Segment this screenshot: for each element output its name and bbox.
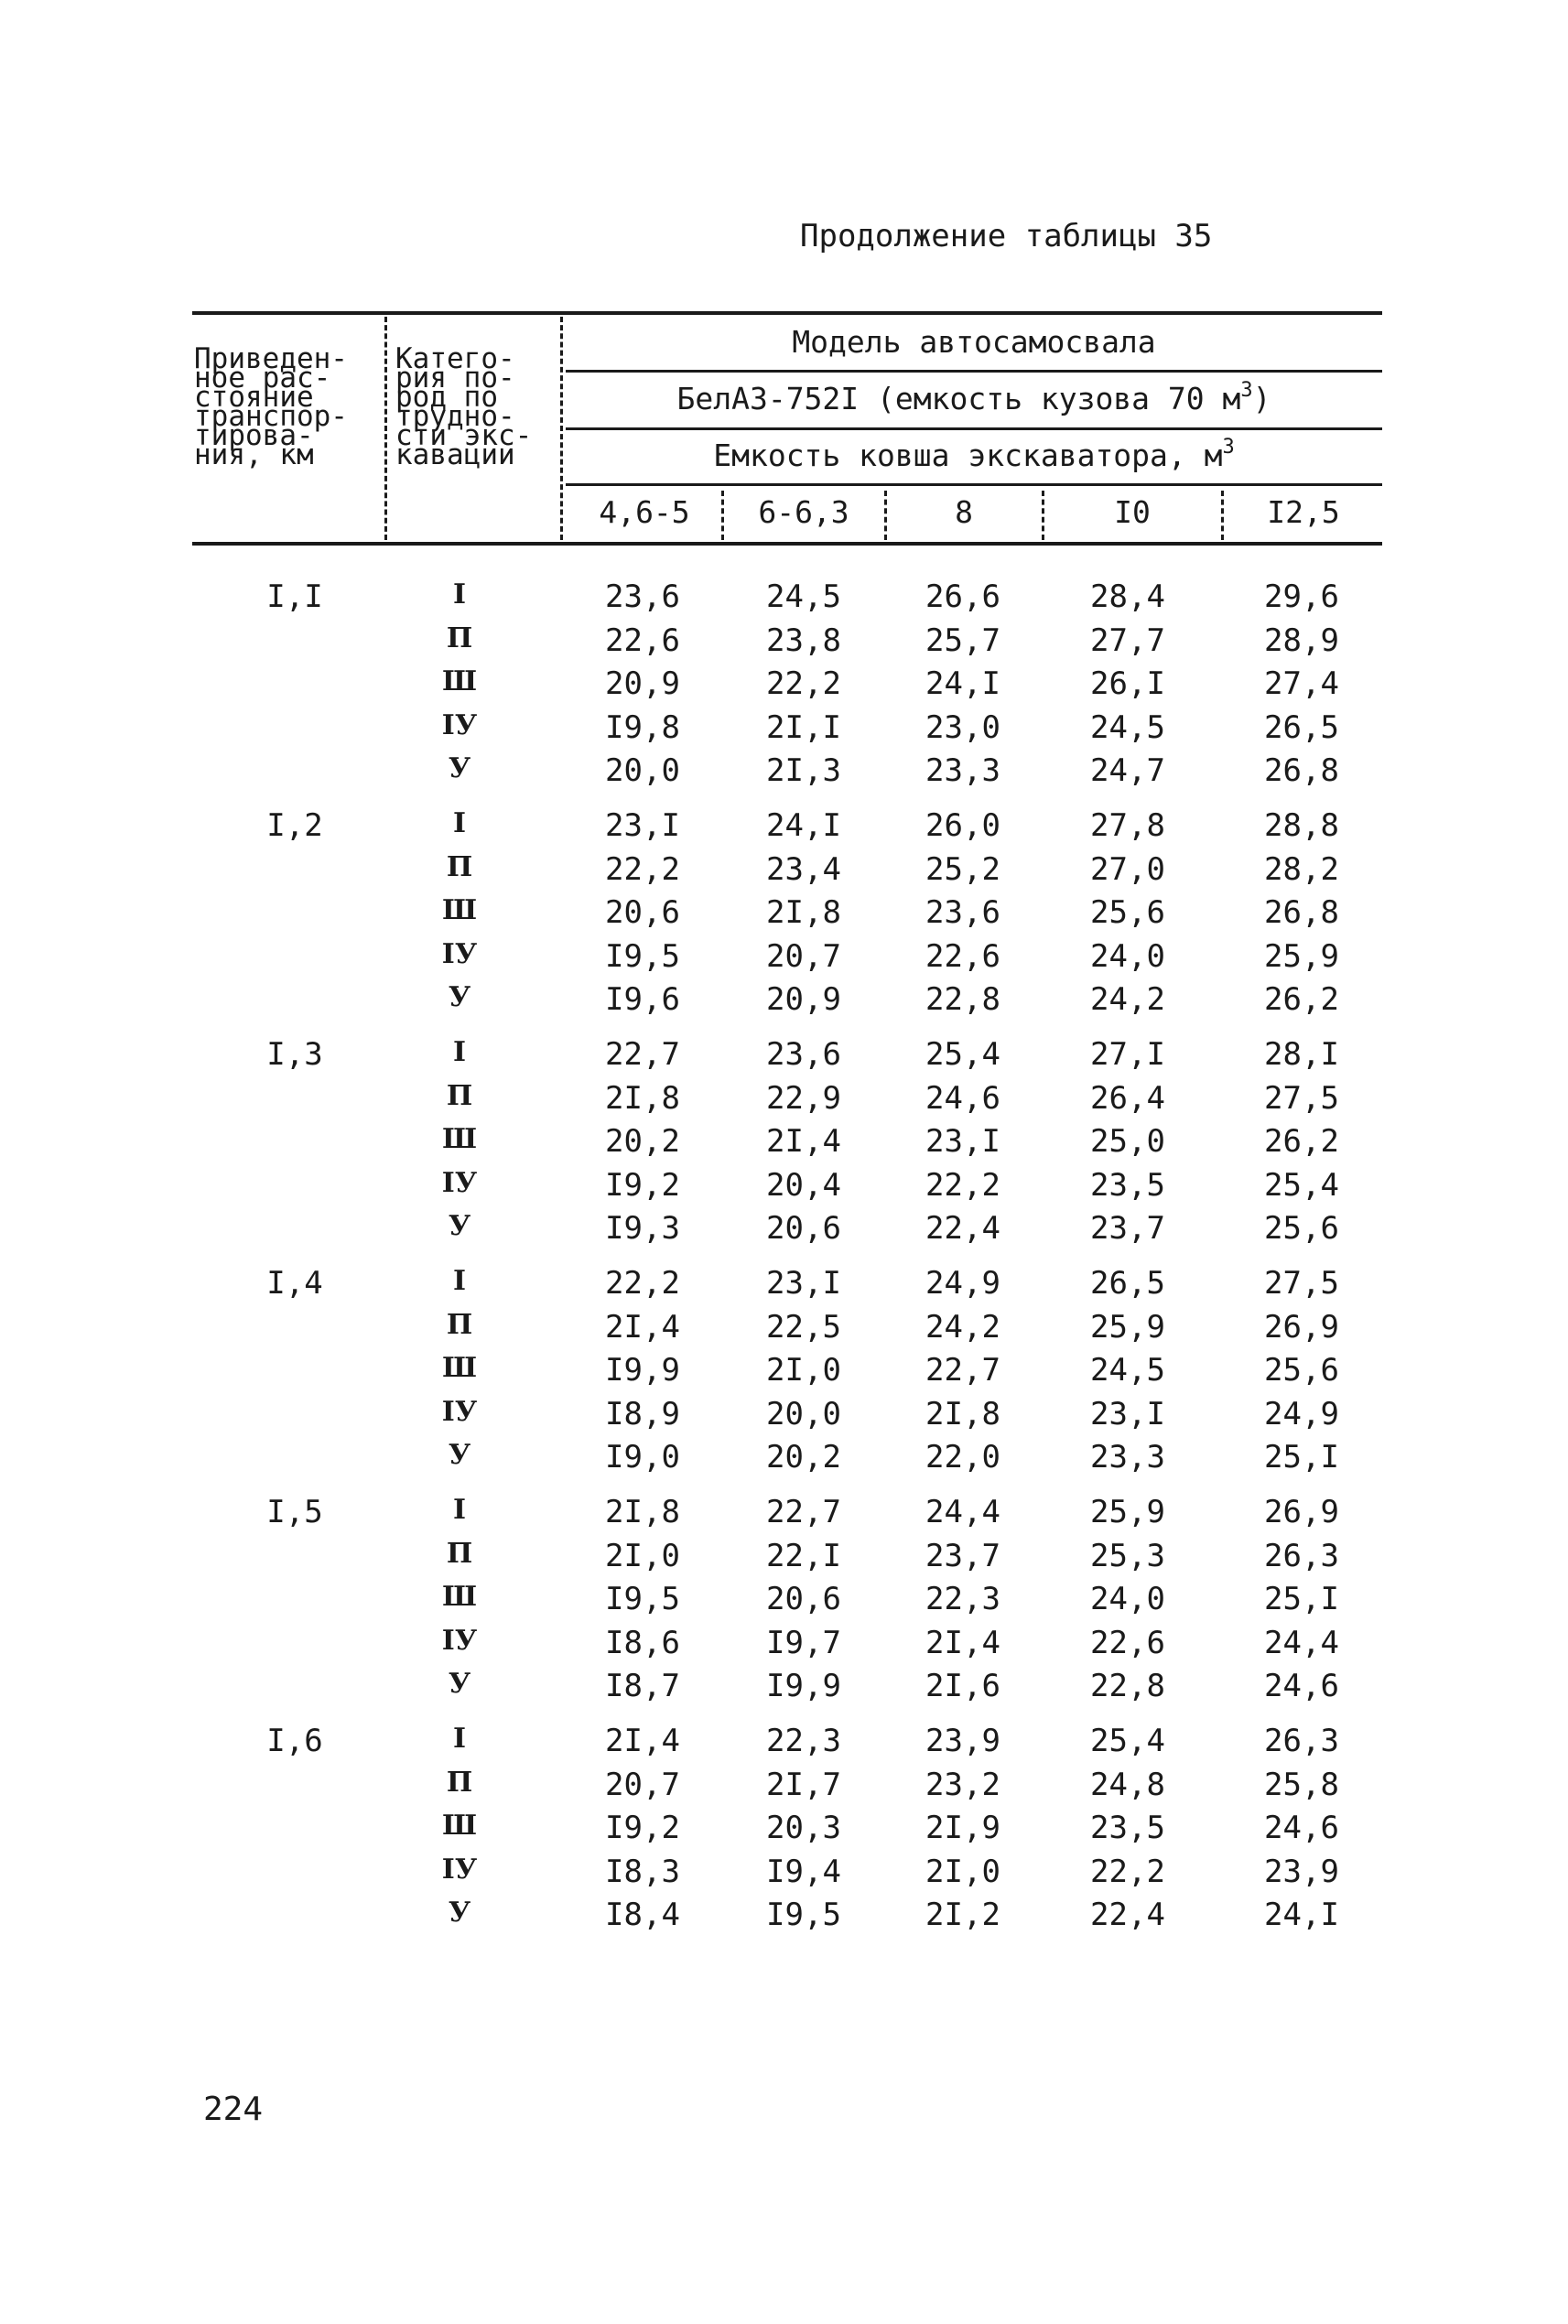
value-cell: 22,8	[1090, 1668, 1165, 1704]
value-cell: 24,I	[766, 807, 841, 844]
value-cell: 23,6	[605, 578, 680, 615]
value-cell: I9,9	[605, 1352, 680, 1389]
value-cell: 20,7	[766, 937, 841, 975]
value-cell: 23,I	[925, 1123, 1000, 1160]
value-cell: 28,8	[1264, 807, 1339, 844]
value-cell: 20,6	[766, 1210, 841, 1247]
value-cell: 24,I	[1264, 1897, 1339, 1933]
category-cell: I	[452, 1265, 467, 1297]
category-cell: П	[446, 1079, 473, 1112]
value-cell: 25,7	[925, 622, 1000, 659]
value-cell: 25,2	[925, 850, 1000, 888]
value-cell: 28,I	[1264, 1036, 1339, 1073]
value-cell: 23,3	[925, 752, 1000, 789]
category-cell: Ш	[441, 894, 478, 926]
value-cell: 2I,8	[925, 1395, 1000, 1432]
value-cell: 23,I	[766, 1265, 841, 1302]
value-cell: I9,0	[605, 1439, 680, 1475]
page-number: 224	[203, 2091, 264, 2128]
category-cell: Ш	[441, 1352, 478, 1384]
category-cell: I	[452, 807, 467, 839]
value-cell: 22,3	[766, 1723, 841, 1759]
category-cell: У	[448, 1439, 471, 1471]
category-cell: П	[446, 850, 473, 883]
value-cell: 22,6	[605, 622, 680, 659]
value-cell: 20,9	[766, 981, 841, 1018]
value-cell: 24,6	[925, 1079, 1000, 1117]
value-cell: 24,6	[1264, 1668, 1339, 1704]
col-separator	[1042, 491, 1044, 540]
value-cell: 25,4	[1090, 1723, 1165, 1759]
category-cell: IУ	[441, 937, 478, 970]
value-cell: 27,0	[1090, 850, 1165, 888]
value-cell: 24,2	[1090, 981, 1165, 1018]
value-cell: 22,0	[925, 1439, 1000, 1475]
value-cell: 22,2	[766, 665, 841, 702]
value-cell: 2I,8	[766, 894, 841, 931]
distance-header: Приведен- ное рас- стояние транспор- тирова- ния, км	[194, 342, 348, 471]
truck-rule	[566, 427, 1382, 430]
value-cell: 22,3	[925, 1581, 1000, 1617]
value-cell: 2I,6	[925, 1668, 1000, 1704]
category-cell: У	[448, 1210, 471, 1242]
value-cell: 26,5	[1264, 708, 1339, 746]
value-cell: 26,I	[1090, 665, 1165, 702]
category-cell: I	[452, 578, 467, 611]
model-rule	[566, 370, 1382, 373]
value-cell: 24,0	[1090, 1581, 1165, 1617]
value-cell: I9,7	[766, 1624, 841, 1661]
value-cell: 28,2	[1264, 850, 1339, 888]
category-cell: IУ	[441, 1624, 478, 1657]
value-cell: 23,3	[1090, 1439, 1165, 1475]
value-cell: 26,4	[1090, 1079, 1165, 1117]
value-cell: I9,6	[605, 981, 680, 1018]
value-cell: 2I,0	[925, 1853, 1000, 1890]
value-cell: 20,6	[605, 894, 680, 931]
value-cell: 22,6	[925, 937, 1000, 975]
value-cell: 24,0	[1090, 937, 1165, 975]
category-cell: У	[448, 752, 471, 784]
value-cell: 25,6	[1090, 894, 1165, 931]
value-cell: 25,4	[1264, 1166, 1339, 1204]
value-cell: 22,7	[766, 1494, 841, 1530]
distance-cell: I,I	[266, 578, 323, 615]
category-cell: П	[446, 1308, 473, 1341]
value-cell: 20,2	[766, 1439, 841, 1475]
value-cell: I9,2	[605, 1810, 680, 1846]
value-cell: 27,7	[1090, 622, 1165, 659]
distance-cell: I,3	[266, 1036, 323, 1073]
value-cell: 25,9	[1090, 1494, 1165, 1530]
distance-cell: I,2	[266, 807, 323, 844]
value-cell: 2I,4	[766, 1123, 841, 1160]
value-cell: 20,0	[766, 1395, 841, 1432]
value-cell: 22,7	[925, 1352, 1000, 1389]
col-separator	[560, 317, 563, 540]
value-cell: 23,5	[1090, 1166, 1165, 1204]
value-cell: 23,8	[766, 622, 841, 659]
value-cell: 2I,4	[605, 1308, 680, 1346]
value-cell: 2I,0	[766, 1352, 841, 1389]
value-cell: I8,3	[605, 1853, 680, 1890]
value-cell: 24,9	[1264, 1395, 1339, 1432]
value-cell: 24,I	[925, 665, 1000, 702]
category-cell: У	[448, 981, 471, 1013]
value-cell: 2I,4	[925, 1624, 1000, 1661]
value-cell: 25,3	[1090, 1537, 1165, 1574]
value-cell: 23,5	[1090, 1810, 1165, 1846]
value-cell: 26,9	[1264, 1308, 1339, 1346]
value-cell: 29,6	[1264, 578, 1339, 615]
value-cell: I9,3	[605, 1210, 680, 1247]
category-cell: Ш	[441, 1810, 478, 1842]
value-cell: 22,2	[605, 850, 680, 888]
value-cell: I8,6	[605, 1624, 680, 1661]
value-cell: I9,4	[766, 1853, 841, 1890]
value-cell: 26,3	[1264, 1537, 1339, 1574]
value-cell: I9,5	[766, 1897, 841, 1933]
value-cell: 25,I	[1264, 1581, 1339, 1617]
value-cell: 2I,I	[766, 708, 841, 746]
value-cell: 20,6	[766, 1581, 841, 1617]
value-cell: 26,3	[1264, 1723, 1339, 1759]
value-cell: 2I,9	[925, 1810, 1000, 1846]
value-cell: 26,2	[1264, 1123, 1339, 1160]
value-cell: 27,8	[1090, 807, 1165, 844]
value-cell: 27,5	[1264, 1079, 1339, 1117]
value-cell: 23,2	[925, 1766, 1000, 1803]
category-cell: I	[452, 1723, 467, 1755]
value-cell: 25,0	[1090, 1123, 1165, 1160]
value-cell: 22,2	[605, 1265, 680, 1302]
value-cell: 22,I	[766, 1537, 841, 1574]
category-cell: I	[452, 1494, 467, 1526]
value-cell: 23,9	[1264, 1853, 1339, 1890]
value-cell: 26,2	[1264, 981, 1339, 1018]
value-cell: 25,6	[1264, 1352, 1339, 1389]
value-cell: 2I,7	[766, 1766, 841, 1803]
value-cell: 22,5	[766, 1308, 841, 1346]
value-cell: 2I,0	[605, 1537, 680, 1574]
category-cell: IУ	[441, 1166, 478, 1199]
value-cell: 24,8	[1090, 1766, 1165, 1803]
value-cell: 24,4	[1264, 1624, 1339, 1661]
value-cell: 22,2	[1090, 1853, 1165, 1890]
value-cell: 25,I	[1264, 1439, 1339, 1475]
value-cell: 20,3	[766, 1810, 841, 1846]
value-cell: 20,4	[766, 1166, 841, 1204]
value-cell: 24,7	[1090, 752, 1165, 789]
value-cell: 25,6	[1264, 1210, 1339, 1247]
category-cell: Ш	[441, 1581, 478, 1613]
category-cell: Ш	[441, 1123, 478, 1155]
value-cell: 24,9	[925, 1265, 1000, 1302]
value-cell: 20,0	[605, 752, 680, 789]
category-cell: Ш	[441, 665, 478, 697]
value-cell: 23,9	[925, 1723, 1000, 1759]
value-cell: 22,4	[925, 1210, 1000, 1247]
value-cell: 23,6	[766, 1036, 841, 1073]
value-cell: I8,7	[605, 1668, 680, 1704]
value-cell: 24,6	[1264, 1810, 1339, 1846]
category-cell: П	[446, 1766, 473, 1799]
category-cell: П	[446, 622, 473, 654]
value-cell: 2I,8	[605, 1494, 680, 1530]
distance-cell: I,5	[266, 1494, 323, 1530]
category-cell: I	[452, 1036, 467, 1068]
header-top-rule	[192, 311, 1382, 315]
value-cell: 27,5	[1264, 1265, 1339, 1302]
value-cell: 20,2	[605, 1123, 680, 1160]
value-cell: 2I,8	[605, 1079, 680, 1117]
value-cell: 2I,2	[925, 1897, 1000, 1933]
value-cell: 22,6	[1090, 1624, 1165, 1661]
value-cell: 23,0	[925, 708, 1000, 746]
value-cell: 23,I	[605, 807, 680, 844]
value-cell: 28,4	[1090, 578, 1165, 615]
category-cell: У	[448, 1668, 471, 1700]
column-header: I0	[1114, 494, 1151, 530]
category-cell: IУ	[441, 1395, 478, 1428]
value-cell: 26,8	[1264, 752, 1339, 789]
model-header: Модель автосамосвала	[792, 324, 1156, 360]
table-caption: Продолжение таблицы 35	[800, 218, 1213, 254]
value-cell: I9,8	[605, 708, 680, 746]
column-header: 8	[955, 494, 973, 530]
value-cell: 20,7	[605, 1766, 680, 1803]
bucket-header: Емкость ковша экскаватора, $м^3$	[713, 436, 1235, 473]
value-cell: 22,8	[925, 981, 1000, 1018]
category-cell: У	[448, 1897, 471, 1929]
value-cell: 22,2	[925, 1166, 1000, 1204]
value-cell: 25,9	[1264, 937, 1339, 975]
value-cell: 23,7	[1090, 1210, 1165, 1247]
category-cell: IУ	[441, 1853, 478, 1886]
col-separator	[884, 491, 887, 540]
value-cell: 23,6	[925, 894, 1000, 931]
category-header: Катего- рия по- род по трудно- сти экс- кавации	[395, 342, 533, 471]
value-cell: 26,9	[1264, 1494, 1339, 1530]
value-cell: 26,8	[1264, 894, 1339, 931]
value-cell: 26,5	[1090, 1265, 1165, 1302]
value-cell: 24,5	[1090, 1352, 1165, 1389]
value-cell: 25,9	[1090, 1308, 1165, 1346]
value-cell: I9,5	[605, 1581, 680, 1617]
header-bottom-rule	[192, 542, 1382, 546]
value-cell: 27,I	[1090, 1036, 1165, 1073]
value-cell: 25,4	[925, 1036, 1000, 1073]
value-cell: 24,5	[766, 578, 841, 615]
bucket-rule	[566, 483, 1382, 486]
distance-cell: I,4	[266, 1265, 323, 1302]
value-cell: 20,9	[605, 665, 680, 702]
column-header: 4,6-5	[599, 494, 690, 530]
col-separator	[384, 317, 387, 540]
category-cell: IУ	[441, 708, 478, 741]
value-cell: I8,9	[605, 1395, 680, 1432]
value-cell: 24,4	[925, 1494, 1000, 1530]
value-cell: 23,4	[766, 850, 841, 888]
col-separator	[721, 491, 724, 540]
column-header: 6-6,3	[758, 494, 849, 530]
category-cell: П	[446, 1537, 473, 1570]
column-header: I2,5	[1267, 494, 1340, 530]
value-cell: 24,5	[1090, 708, 1165, 746]
value-cell: 23,7	[925, 1537, 1000, 1574]
value-cell: 25,8	[1264, 1766, 1339, 1803]
col-separator	[1221, 491, 1224, 540]
value-cell: 22,4	[1090, 1897, 1165, 1933]
value-cell: 28,9	[1264, 622, 1339, 659]
truck-header: БелАЗ-752I (емкость кузова 70 $м^3$)	[676, 379, 1271, 416]
value-cell: 22,7	[605, 1036, 680, 1073]
value-cell: 2I,3	[766, 752, 841, 789]
value-cell: 2I,4	[605, 1723, 680, 1759]
value-cell: 27,4	[1264, 665, 1339, 702]
value-cell: 22,9	[766, 1079, 841, 1117]
distance-cell: I,6	[266, 1723, 323, 1759]
value-cell: I8,4	[605, 1897, 680, 1933]
value-cell: I9,2	[605, 1166, 680, 1204]
value-cell: I9,5	[605, 937, 680, 975]
value-cell: 24,2	[925, 1308, 1000, 1346]
value-cell: 26,0	[925, 807, 1000, 844]
value-cell: 26,6	[925, 578, 1000, 615]
value-cell: 23,I	[1090, 1395, 1165, 1432]
value-cell: I9,9	[766, 1668, 841, 1704]
